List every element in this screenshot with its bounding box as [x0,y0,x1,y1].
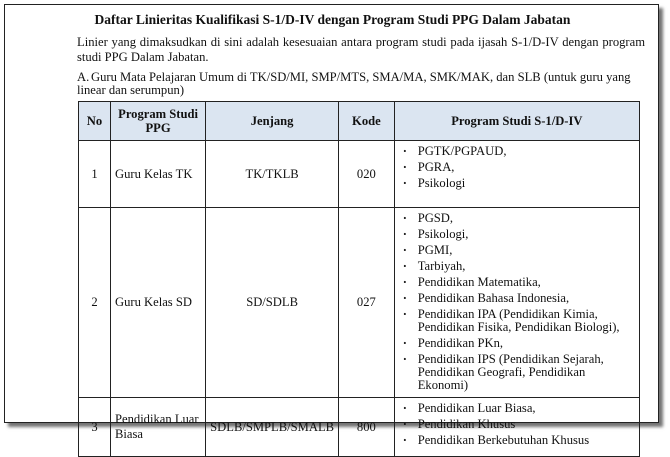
cell-jenjang: SDLB/SMPLB/SMALB [206,398,339,457]
linearity-table [78,101,640,457]
cell-no: 1 [79,141,111,208]
section-heading [77,71,645,97]
table-row [79,208,640,398]
table-row [79,398,640,457]
header-no: No [79,102,111,141]
list-item: · Pendidikan Berkebutuhan Khusus [401,434,635,447]
header-jenjang: Jenjang [206,102,339,141]
list-item: · Pendidikan Matematika, [401,276,635,289]
list-item: · Pendidikan Bahasa Indonesia, [401,292,635,305]
cell-kode: 800 [339,398,395,457]
header-s1: Program Studi S-1/D-IV [394,102,639,141]
list-item: · Psikologi [401,177,635,190]
section-label: A. [77,70,90,84]
table-header-row [79,102,640,141]
list-item: · Pendidikan Khusus [401,418,635,431]
cell-s1-list [394,398,639,457]
document-title: Daftar Linieritas Kualifikasi S-1/D-IV dengan Program Studi PPG Dalam Jabatan [94,12,571,27]
list-item: · Pendidikan Luar Biasa, [401,402,635,415]
cell-program: Guru Kelas TK [111,141,206,208]
section-text: Guru Mata Pelajaran Umum di TK/SD/MI, SMP/MTS, SMA/MA, SMK/MAK, dan SLB (untuk guru yang linear dan serumpun) [77,70,631,97]
list-item: · Psikologi, [401,228,635,241]
cell-jenjang: TK/TKLB [206,141,339,208]
cell-program: Pendidikan Luar Biasa [111,398,206,457]
list-item: · PGTK/PGPAUD, [401,145,635,158]
list-item: · Tarbiyah, [401,260,635,273]
header-program: Program Studi PPG [111,102,206,141]
list-item: · Pendidikan PKn, [401,337,635,350]
table-row [79,141,640,208]
cell-no: 3 [79,398,111,457]
document-page [4,4,659,447]
cell-kode: 027 [339,208,395,398]
list-item: · PGRA, [401,161,635,174]
list-item: · Pendidikan IPA (Pendidikan Kimia, Pendidikan Fisika, Pendidikan Biologi), [401,308,635,334]
list-item: · PGSD, [401,212,635,225]
cell-program: Guru Kelas SD [111,208,206,398]
cell-no: 2 [79,208,111,398]
intro-paragraph: Linier yang dimaksudkan di sini adalah kesesuaian antara program studi pada ijasah S-1/D-IV dengan program studi PPG Dalam Jabatan. [77,35,645,64]
cell-kode: 020 [339,141,395,208]
cell-s1-list [394,208,639,398]
list-item: · Pendidikan IPS (Pendidikan Sejarah, Pendidikan Geografi, Pendidikan Ekonomi) [401,353,635,392]
cell-s1-list [394,141,639,208]
header-kode: Kode [339,102,395,141]
list-item: · PGMI, [401,244,635,257]
cell-jenjang: SD/SDLB [206,208,339,398]
